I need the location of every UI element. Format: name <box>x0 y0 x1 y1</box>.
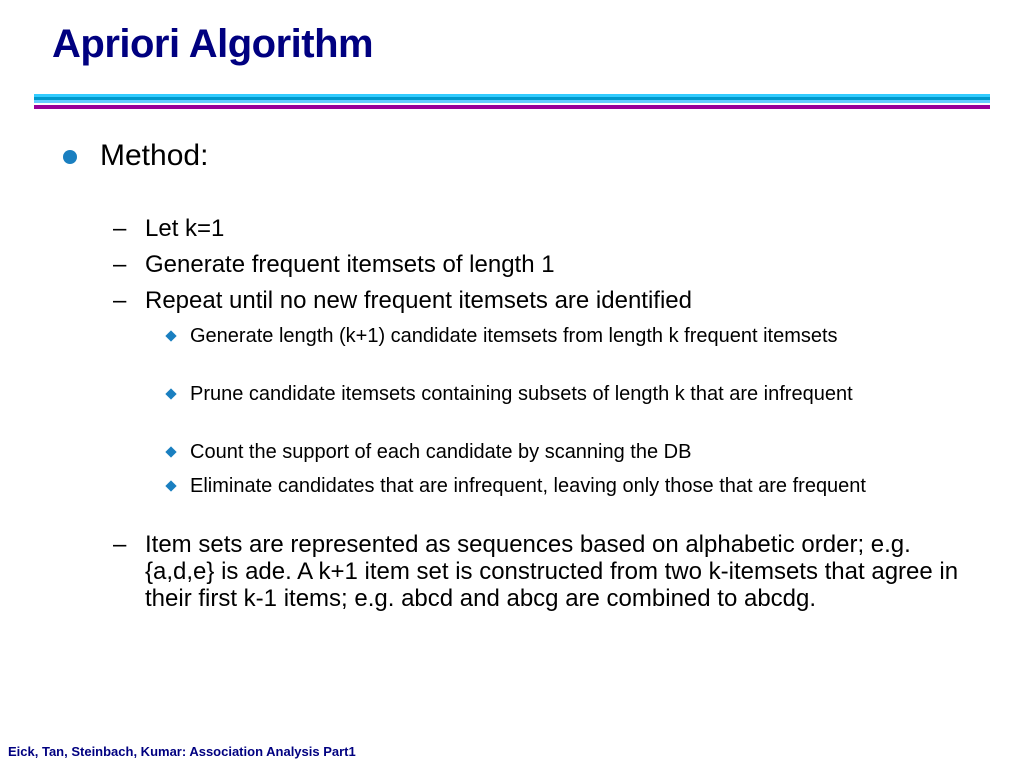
substep-item: Count the support of each candidate by scanning the DB <box>190 441 692 463</box>
diamond-bullet-icon <box>165 330 176 341</box>
round-bullet-icon <box>63 150 77 164</box>
slide-footer: Eick, Tan, Steinbach, Kumar: Association Analysis Part1 <box>8 744 356 759</box>
step-item: Repeat until no new frequent itemsets are identified <box>145 287 692 314</box>
itemset-note: Item sets are represented as sequences based on alphabetic order; e.g. {a,d,e} is ade. A k+1 item set is constructed from two k-itemsets that agree in their first k-1 items; e.g. abcd and abcg are combined to abcdg. <box>145 531 959 612</box>
diamond-bullet-icon <box>165 446 176 457</box>
title-rule-purple <box>34 105 990 109</box>
step-item: Let k=1 <box>145 215 225 242</box>
substep-item: Eliminate candidates that are infrequent, leaving only those that are frequent <box>190 475 866 497</box>
substep-item: Generate length (k+1) candidate itemsets from length k frequent itemsets <box>190 325 838 347</box>
dash-bullet-icon: – <box>113 531 127 558</box>
method-heading: Method: <box>100 139 209 172</box>
slide-title: Apriori Algorithm <box>52 22 374 66</box>
diamond-bullet-icon <box>165 480 176 491</box>
dash-bullet-icon: – <box>113 215 127 242</box>
title-rule-light-blue <box>34 100 990 103</box>
step-item: Generate frequent itemsets of length 1 <box>145 251 555 278</box>
dash-bullet-icon: – <box>113 287 127 314</box>
diamond-bullet-icon <box>165 388 176 399</box>
substep-item: Prune candidate itemsets containing subsets of length k that are infrequent <box>190 383 853 405</box>
dash-bullet-icon: – <box>113 251 127 278</box>
